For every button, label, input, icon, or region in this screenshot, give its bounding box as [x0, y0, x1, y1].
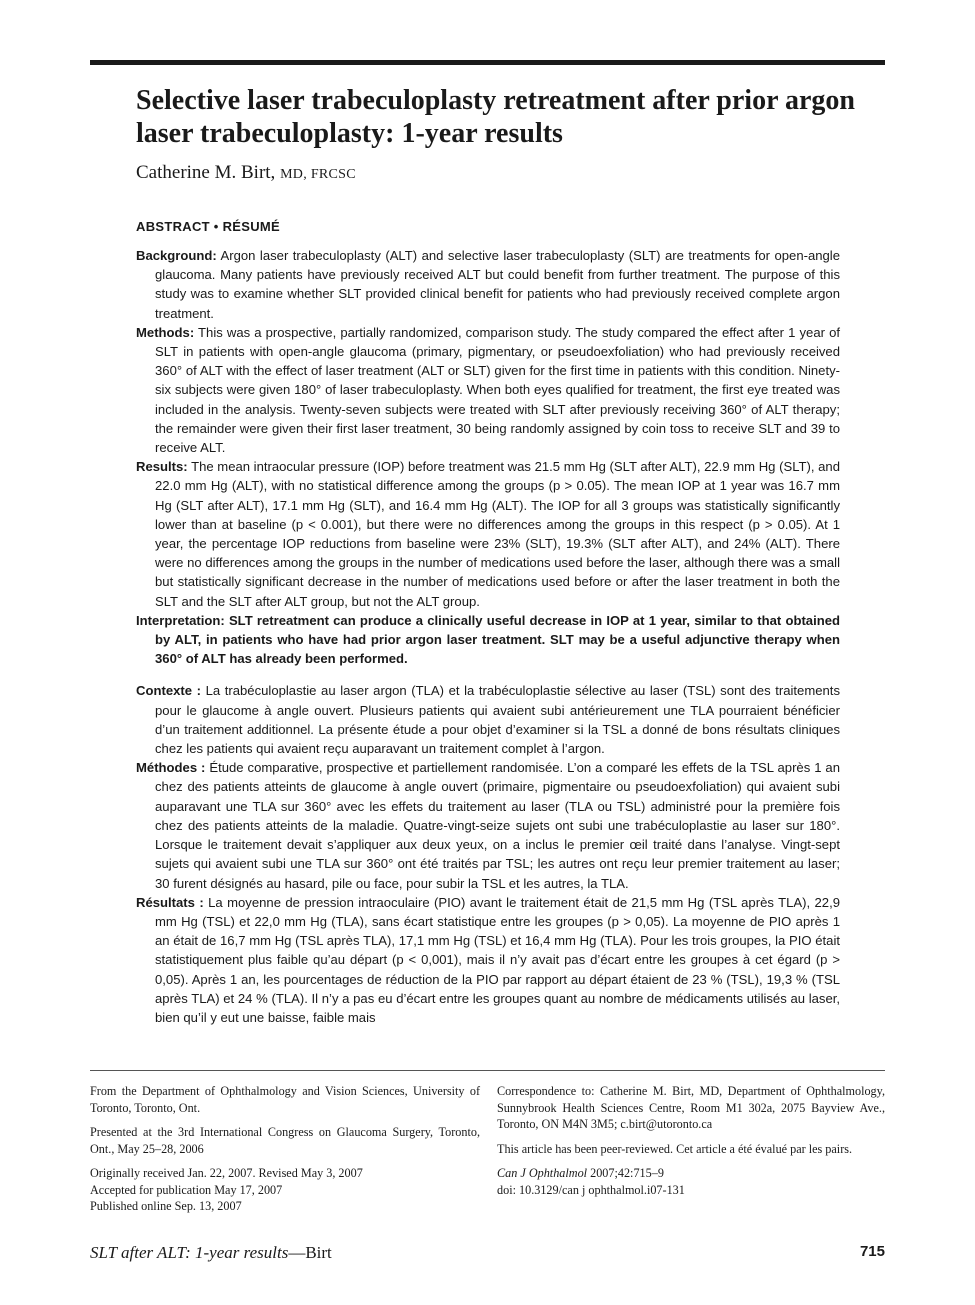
interpretation-text: SLT retreatment can produce a clinically useful decrease in IOP at 1 year, similar to that obtained by ALT, in patients who have had prior argon laser treatment. SLT may be a useful adjunctive therapy when 360° of ALT has already been performed. — [155, 612, 840, 667]
top-rule — [90, 60, 885, 65]
running-footer — [90, 1243, 332, 1263]
contexte-text: La trabéculoplastie au laser argon (TLA) et la trabéculoplastie sélective au laser (TSL) sont des traitements pour le glaucome à angle ouvert. Plusieurs patients qui avaient subi antérieurement une TLA pourraient bénéficier d’un traitement additionnel. La présente étude a pour objet d’examiner si la TSL a donné de bons résultats cliniques chez les patients qui avaient reçu auparavant un traitement complet à l’argon. — [155, 683, 840, 757]
received-date: Originally received Jan. 22, 2007. Revised May 3, 2007 — [90, 1166, 363, 1180]
running-title: SLT after ALT: 1-year results — [90, 1243, 289, 1262]
abstract-results — [136, 457, 840, 611]
author-name: Catherine M. Birt, — [136, 162, 276, 183]
methods-label: Methods: — [136, 324, 195, 340]
results-text: The mean intraocular pressure (IOP) before treatment was 21.5 mm Hg (SLT after ALT), 22.9 mm Hg (SLT), and 22.0 mm Hg (ALT), with no statistical difference among the groups (p > 0.05). The mean IOP at 1 year was 16.7 mm Hg (SLT after ALT), 17.1 mm Hg (SLT), and 16.4 mm Hg (ALT). The IOP for all 3 groups was statistically significantly lower than at baseline (p < 0.001), but there were no differences among the groups in this respect (p > 0.05). At 1 year, the percentage IOP reductions from baseline were 23% (SLT), 19.3% (SLT after ALT), and 24% (ALT). There were no differences among the groups in the number of medications used before the laser, although there was a small but statistically significant decrease in the number of medications used before or after the laser treatment in both the SLT and the SLT after ALT group, but not the ALT group. — [155, 459, 840, 609]
doi: doi: 10.3129/can j ophthalmol.i07-131 — [497, 1182, 685, 1197]
footnotes-left — [90, 1083, 480, 1223]
abstract-methods — [136, 323, 840, 457]
correspondence-note: Correspondence to: Catherine M. Birt, MD, Department of Ophthalmology, Sunnybrook Health Sciences Centre, Room M1 302a, 2075 Bayview Ave., Toronto, ON M4N 3M5; c.birt@utoronto.ca — [497, 1084, 885, 1131]
journal-name: Can J Ophthalmol — [497, 1166, 588, 1180]
citation-volume: 2007;42:715–9 — [590, 1166, 664, 1180]
resultats-text: La moyenne de pression intraoculaire (PIO) avant le traitement était de 21,5 mm Hg (TSL après TLA), 22,9 mm Hg (TSL) et 22,0 mm Hg (TLA), sans écart statistique entre les groupes (p > 0,05). La moyenne de PIO après 1 an était de 16,7 mm Hg (TSL après TLA), 17,1 mm Hg (TSL) et 16,4 mm Hg (TLA). Pour les trois groupes, la PIO était statistiquement plus faible qu’au départ (p < 0,001), mais il n’y avait pas d’écart entre les groupes à cet égard (p > 0,05). Après 1 an, les pourcentages de réduction de la PIO par rapport au départ étaient de 23 % (TSL), 19,3 % (TSL après TLA) et 24 % (TLA). Il n’y a pas eu d’écart entre les groupes quant au nombre de médicaments utilisés au laser, bien qu’il y eut une baisse, faible mais — [155, 894, 840, 1025]
footnotes-right — [497, 1083, 885, 1206]
footnote-rule — [90, 1070, 885, 1071]
dates-note — [90, 1165, 480, 1215]
presented-note: Presented at the 3rd International Congress on Glaucoma Surgery, Toronto, Ont., May 25–28, 2006 — [90, 1125, 480, 1156]
abstract-background — [136, 246, 840, 323]
article-title: Selective laser trabeculoplasty retreatment after prior argon laser trabeculoplasty: 1-year results — [136, 85, 855, 149]
published-date: Published online Sep. 13, 2007 — [90, 1199, 242, 1213]
running-author: —Birt — [288, 1243, 332, 1262]
author-line — [136, 160, 356, 188]
abstract-body — [136, 246, 840, 1027]
methodes-label: Méthodes : — [136, 760, 206, 776]
methods-text: This was a prospective, partially randomized, comparison study. The study compared the effect after 1 year of SLT in patients with open-angle glaucoma (primary, pigmentary, or pseudoexfoliation) who had previously received 360° of ALT with the effect of laser treatment (ALT or SLT) given for the first time in patients with this condition. Ninety-six subjects were given 180° of laser trabeculoplasty. When both eyes qualified for treatment, the first eye treated was included in the analysis. Twenty-seven subjects were treated with SLT after previously receiving 360° of ALT therapy; the remainder were given their first laser treatment, 30 being randomly assigned by coin toss to receive SLT and 39 to receive ALT. — [155, 324, 840, 456]
background-text: Argon laser trabeculoplasty (ALT) and selective laser trabeculoplasty (SLT) are treatments for open-angle glaucoma. Many patients have previously received ALT but could benefit from further treatment. The purpose of this study was to examine whether SLT provided clinical benefit for patients who had previously received complete argon treatment. — [155, 248, 840, 321]
peer-review-note: This article has been peer-reviewed. Cet article a été évalué par les pairs. — [497, 1141, 853, 1156]
citation-note — [497, 1165, 885, 1198]
results-label: Results: — [136, 459, 188, 475]
background-label: Background: — [136, 248, 217, 263]
page-number: 715 — [859, 1243, 885, 1260]
accepted-date: Accepted for publication May 17, 2007 — [90, 1182, 283, 1197]
methodes-text: Étude comparative, prospective et partiellement randomisée. L’on a comparé les effets de la TSL après 1 an chez des patients atteints de glaucome à angle ouvert (primaire, pigmentaire ou pseudoexfoliation) qui avaient subi auparavant une TLA sur 360° avec les effets du traitement au laser (TLA ou TSL) administré pour la première fois chez des patients atteints de la maladie. Quatre-vingt-seize sujets ont subi une trabéculoplastie au laser sur 180°. Lorsque le traitement devait s’appliquer aux deux yeux, on a inclus le premier œil traité dans l’analyse. Vingt-sept sujets qui avaient subi une TLA sur 360° ont été traités par TSL; les autres ont reçu leur premier traitement au laser; 30 furent désignés au hasard, pile ou face, pour subir la TSL et les autres, la TLA. — [155, 760, 840, 891]
author-degrees: MD, FRCSC — [280, 167, 356, 182]
resume-methodes — [136, 758, 840, 892]
contexte-label: Contexte : — [136, 683, 201, 699]
resume-resultats — [136, 893, 840, 1027]
resume-contexte — [136, 681, 840, 758]
abstract-interpretation — [136, 611, 840, 669]
abstract-heading: ABSTRACT • RÉSUMÉ — [136, 219, 280, 234]
affiliation-note: From the Department of Ophthalmology and Vision Sciences, University of Toronto, Toronto, Ont. — [90, 1084, 480, 1115]
abstract-gap — [136, 668, 840, 681]
resultats-label: Résultats : — [136, 894, 204, 910]
interpretation-label: Interpretation: — [136, 612, 225, 628]
